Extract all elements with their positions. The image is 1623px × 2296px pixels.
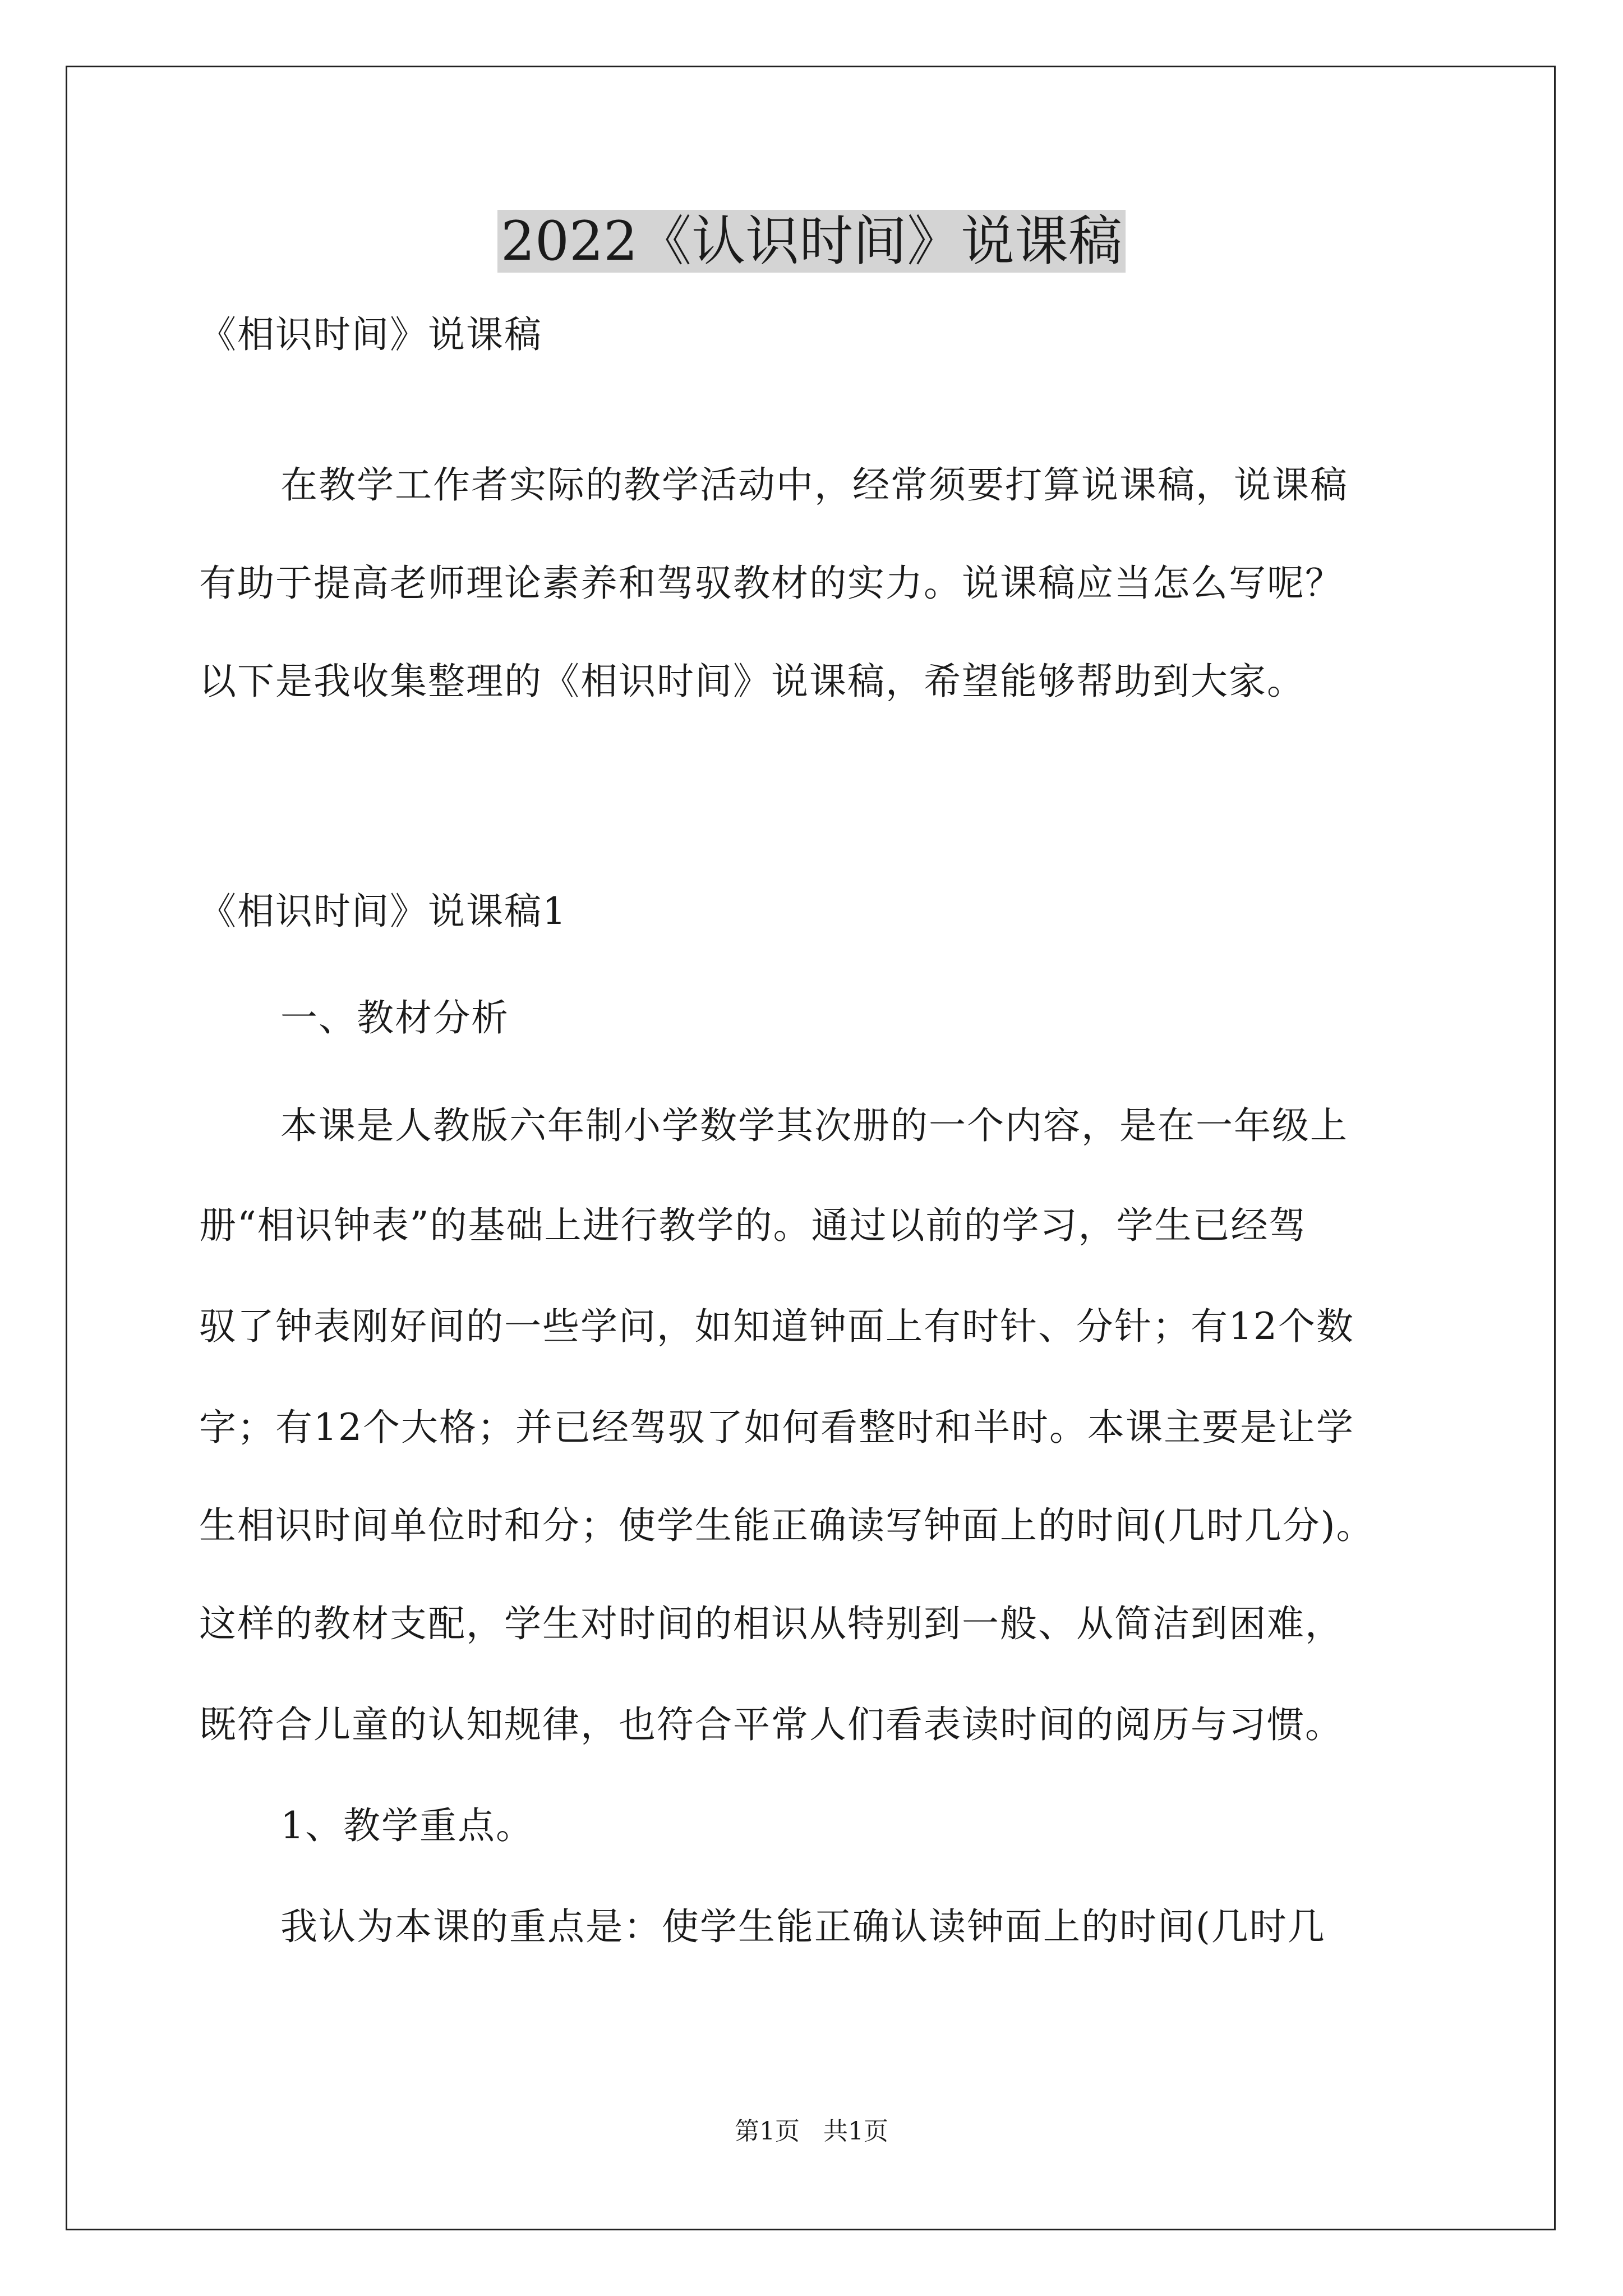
body-line-2: 册“相识钟表”的基础上进行教学的。通过以前的学习，学生已经驾: [199, 1204, 1307, 1247]
body-line-3: 驭了钟表刚好间的一些学问，如知道钟面上有时针、分针；有12个数: [199, 1305, 1354, 1348]
intro-line-3: 以下是我收集整理的《相识时间》说课稿，希望能够帮助到大家。: [199, 660, 1305, 703]
section-heading: 《相识时间》说课稿1: [199, 890, 567, 933]
subsection-heading: 一、教材分析: [280, 996, 509, 1039]
body-line-6: 这样的教材支配，学生对时间的相识从特别到一般、从简洁到困难，: [199, 1602, 1343, 1645]
subtitle-line: 《相识时间》说课稿: [199, 313, 542, 356]
point-heading: 1、教学重点。: [280, 1804, 534, 1847]
page-footer: 第1页 共1页: [735, 2117, 888, 2146]
body-line-1: 本课是人教版六年制小学数学其次册的一个内容，是在一年级上: [280, 1104, 1348, 1147]
intro-line-2: 有助于提高老师理论素养和驾驭教材的实力。说课稿应当怎么写呢？: [199, 562, 1343, 605]
body-line-8: 我认为本课的重点是：使学生能正确认读钟面上的时间(几时几: [280, 1905, 1326, 1948]
document-title-text: 2022《认识时间》说课稿: [497, 210, 1126, 273]
body-line-7: 既符合儿童的认知规律，也符合平常人们看表读时间的阅历与习惯。: [199, 1703, 1343, 1746]
body-line-5: 生相识时间单位时和分；使学生能正确读写钟面上的时间(几时几分)。: [199, 1504, 1375, 1547]
document-title: [0, 199, 1623, 283]
intro-line-1: 在教学工作者实际的教学活动中，经常须要打算说课稿，说课稿: [280, 463, 1348, 507]
body-line-4: 字；有12个大格；并已经驾驭了如何看整时和半时。本课主要是让学: [199, 1406, 1354, 1449]
